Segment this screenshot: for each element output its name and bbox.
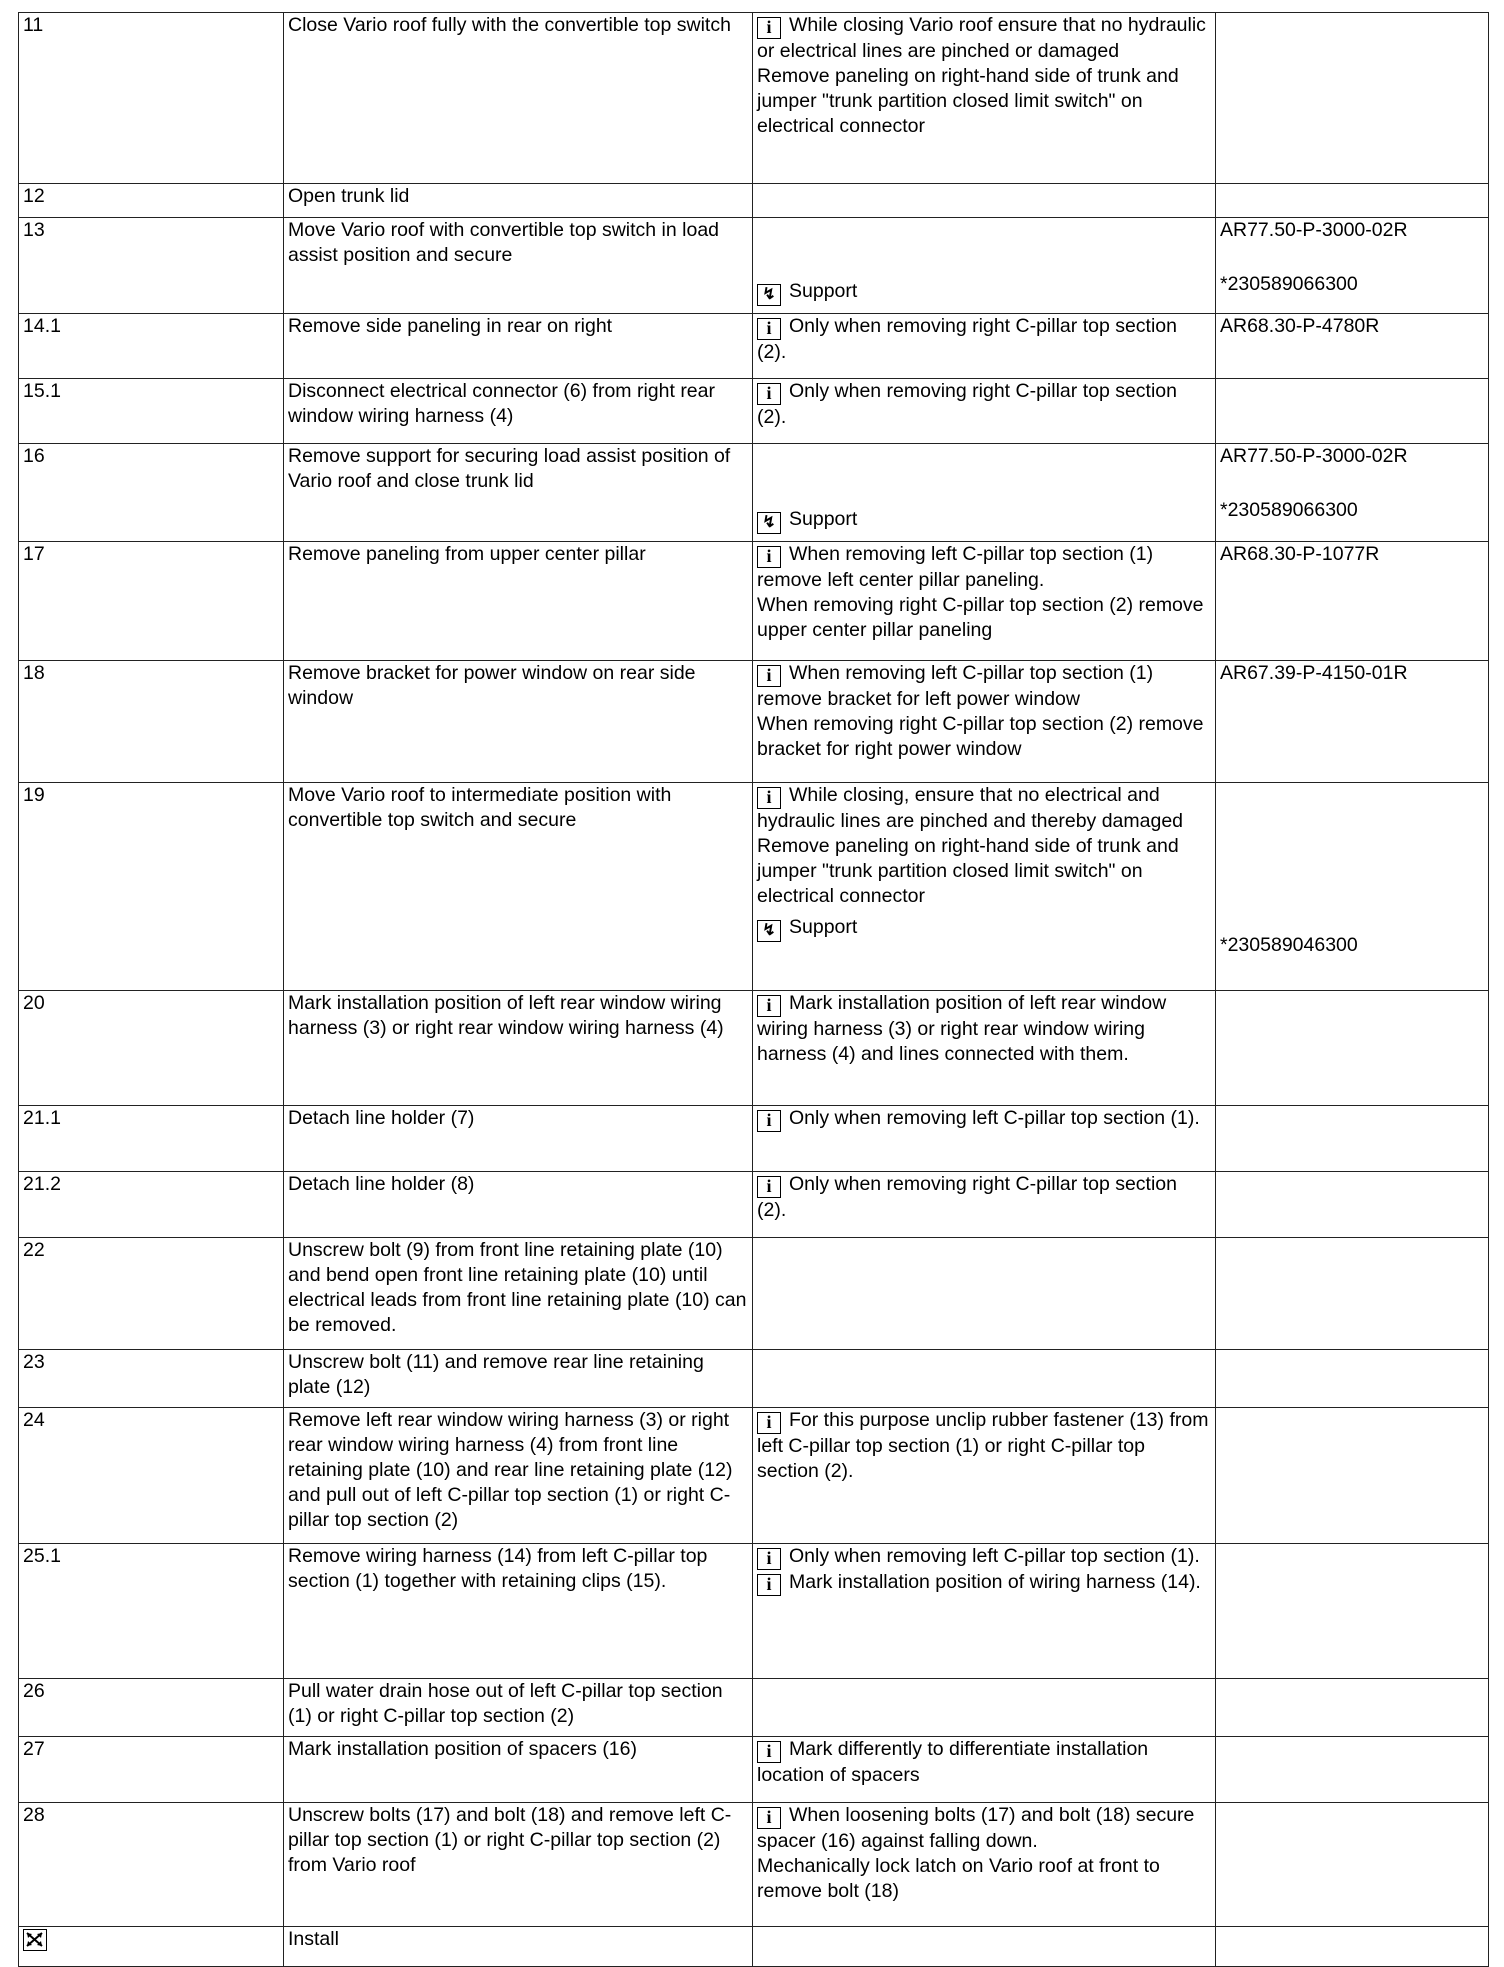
- step-number: 19: [19, 783, 284, 991]
- reference-cell: AR77.50-P-3000-02R *230589066300: [1216, 444, 1489, 542]
- reference-cell: [1216, 379, 1489, 444]
- reference-cell: AR67.39-P-4150-01R: [1216, 661, 1489, 783]
- info-icon: i: [757, 318, 781, 340]
- step-number: 28: [19, 1803, 284, 1927]
- install-icon-graphic: [24, 1930, 45, 1949]
- table-row: [19, 218, 1489, 314]
- reference-cell: AR68.30-P-4780R: [1216, 314, 1489, 379]
- table-row: [19, 1803, 1489, 1927]
- reference-cell: AR77.50-P-3000-02R *230589066300: [1216, 218, 1489, 314]
- note-cell: ↯ Support: [753, 444, 1216, 542]
- note-cell: i Only when removing right C-pillar top section (2).: [753, 379, 1216, 444]
- reference-cell: [1216, 1408, 1489, 1544]
- note-cell: [753, 1927, 1216, 1967]
- table-row: [19, 542, 1489, 661]
- work-step: Close Vario roof fully with the convertible top switch: [284, 13, 753, 184]
- reference-cell: AR68.30-P-1077R: [1216, 542, 1489, 661]
- note-cell: i Mark installation position of left rear window wiring harness (3) or right rear window wiring harness (4) and lines connected with them.: [753, 991, 1216, 1106]
- step-number: 27: [19, 1737, 284, 1803]
- note-cell: i While closing Vario roof ensure that no hydraulic or electrical lines are pinched or damaged Remove paneling on right-hand side of trunk and jumper "trunk partition closed limit switch" on electrical connector: [753, 13, 1216, 184]
- work-step: Open trunk lid: [284, 184, 753, 218]
- table-row: [19, 379, 1489, 444]
- reference-cell: [1216, 1737, 1489, 1803]
- table-row: [19, 1238, 1489, 1350]
- note-cell: i Only when removing left C-pillar top section (1).: [753, 1106, 1216, 1172]
- note-cell: [753, 1238, 1216, 1350]
- info-icon: i: [757, 546, 781, 568]
- step-number: 24: [19, 1408, 284, 1544]
- info-icon: i: [757, 1574, 781, 1596]
- reference-cell: [1216, 1238, 1489, 1350]
- info-icon: i: [757, 1807, 781, 1829]
- tool-number: *230589066300: [1220, 273, 1358, 295]
- step-number: 20: [19, 991, 284, 1106]
- work-step: Remove bracket for power window on rear side window: [284, 661, 753, 783]
- reference-cell: [1216, 1172, 1489, 1238]
- step-number: 22: [19, 1238, 284, 1350]
- work-step: Remove side paneling in rear on right: [284, 314, 753, 379]
- table-row: [19, 991, 1489, 1106]
- procedure-table: [18, 12, 1489, 1967]
- work-step: Mark installation position of spacers (16): [284, 1737, 753, 1803]
- table-row: [19, 1408, 1489, 1544]
- step-number: 14.1: [19, 314, 284, 379]
- work-step: Move Vario roof with convertible top switch in load assist position and secure: [284, 218, 753, 314]
- work-step: Unscrew bolt (9) from front line retaining plate (10) and bend open front line retaining plate (10) until electrical leads from front line retaining plate (10) can be removed.: [284, 1238, 753, 1350]
- work-step: Install: [284, 1927, 753, 1967]
- work-step: Remove support for securing load assist position of Vario roof and close trunk lid: [284, 444, 753, 542]
- step-number: 15.1: [19, 379, 284, 444]
- tool-number: *230589066300: [1220, 499, 1358, 521]
- info-icon: i: [757, 1110, 781, 1132]
- wrench-tool-icon: ↯: [757, 284, 781, 306]
- table-row: [19, 444, 1489, 542]
- work-step: Disconnect electrical connector (6) from right rear window wiring harness (4): [284, 379, 753, 444]
- table-row: [19, 184, 1489, 218]
- reference-cell: [1216, 1803, 1489, 1927]
- work-step: Move Vario roof to intermediate position with convertible top switch and secure: [284, 783, 753, 991]
- note-cell: i When loosening bolts (17) and bolt (18) secure spacer (16) against falling down. Mechanically lock latch on Vario roof at front to remove bolt (18): [753, 1803, 1216, 1927]
- step-number: 23: [19, 1350, 284, 1408]
- work-step: Pull water drain hose out of left C-pillar top section (1) or right C-pillar top section (2): [284, 1679, 753, 1737]
- tool-number: *230589046300: [1220, 934, 1358, 956]
- wrench-tool-icon: ↯: [757, 512, 781, 534]
- note-cell: i Only when removing right C-pillar top section (2).: [753, 1172, 1216, 1238]
- info-icon: i: [757, 995, 781, 1017]
- reference-cell: [1216, 1679, 1489, 1737]
- info-icon: i: [757, 787, 781, 809]
- step-number: 11: [19, 13, 284, 184]
- step-number: 13: [19, 218, 284, 314]
- reference-cell: [1216, 783, 1489, 991]
- table-row: [19, 1106, 1489, 1172]
- info-icon: i: [757, 1741, 781, 1763]
- note-cell: i While closing, ensure that no electrical and hydraulic lines are pinched and thereby damaged Remove paneling on right-hand side of trunk and jumper "trunk partition closed limit switch" on electrical connector ↯ Support: [753, 783, 1216, 991]
- install-icon: [23, 1929, 47, 1951]
- reference-cell: [1216, 1106, 1489, 1172]
- reference-cell: [1216, 1350, 1489, 1408]
- table-row: [19, 13, 1489, 184]
- info-icon: i: [757, 1412, 781, 1434]
- info-icon: i: [757, 383, 781, 405]
- step-number: 16: [19, 444, 284, 542]
- work-step: Remove paneling from upper center pillar: [284, 542, 753, 661]
- info-icon: i: [757, 17, 781, 39]
- work-step: Unscrew bolt (11) and remove rear line retaining plate (12): [284, 1350, 753, 1408]
- note-cell: i For this purpose unclip rubber fastener (13) from left C-pillar top section (1) or right C-pillar top section (2).: [753, 1408, 1216, 1544]
- table-row: [19, 314, 1489, 379]
- reference-cell: [1216, 1544, 1489, 1679]
- reference-cell: [1216, 13, 1489, 184]
- info-icon: i: [757, 1548, 781, 1570]
- note-cell: [753, 184, 1216, 218]
- work-step: Detach line holder (8): [284, 1172, 753, 1238]
- step-number: 21.2: [19, 1172, 284, 1238]
- table-row: [19, 661, 1489, 783]
- note-cell: i Only when removing left C-pillar top section (1). i Mark installation position of wiring harness (14).: [753, 1544, 1216, 1679]
- table-row: [19, 783, 1489, 991]
- note-cell: i When removing left C-pillar top section (1) remove bracket for left power window When removing right C-pillar top section (2) remove bracket for right power window: [753, 661, 1216, 783]
- work-step: Remove left rear window wiring harness (3) or right rear window wiring harness (4) from front line retaining plate (10) and rear line retaining plate (12) and pull out of left C-pillar top section (1) or right C-pillar top section (2): [284, 1408, 753, 1544]
- step-number: 12: [19, 184, 284, 218]
- note-cell: i Only when removing right C-pillar top section (2).: [753, 314, 1216, 379]
- step-number: [19, 1927, 284, 1967]
- table-row: [19, 1737, 1489, 1803]
- work-step: Mark installation position of left rear window wiring harness (3) or right rear window wiring harness (4): [284, 991, 753, 1106]
- info-icon: i: [757, 1176, 781, 1198]
- step-number: 26: [19, 1679, 284, 1737]
- work-step: Detach line holder (7): [284, 1106, 753, 1172]
- reference-cell: [1216, 1927, 1489, 1967]
- reference-cell: [1216, 991, 1489, 1106]
- note-cell: i When removing left C-pillar top section (1) remove left center pillar paneling. When removing right C-pillar top section (2) remove upper center pillar paneling: [753, 542, 1216, 661]
- table-row: [19, 1679, 1489, 1737]
- step-number: 25.1: [19, 1544, 284, 1679]
- reference-cell: [1216, 184, 1489, 218]
- step-number: 17: [19, 542, 284, 661]
- info-icon: i: [757, 665, 781, 687]
- note-cell: i Mark differently to differentiate installation location of spacers: [753, 1737, 1216, 1803]
- wrench-tool-icon: ↯: [757, 920, 781, 942]
- table-row: [19, 1172, 1489, 1238]
- note-cell: ↯ Support: [753, 218, 1216, 314]
- table-row: [19, 1544, 1489, 1679]
- step-number: 18: [19, 661, 284, 783]
- table-row: [19, 1927, 1489, 1967]
- work-step: Remove wiring harness (14) from left C-pillar top section (1) together with retaining clips (15).: [284, 1544, 753, 1679]
- note-cell: [753, 1350, 1216, 1408]
- step-number: 21.1: [19, 1106, 284, 1172]
- work-step: Unscrew bolts (17) and bolt (18) and remove left C-pillar top section (1) or right C-pillar top section (2) from Vario roof: [284, 1803, 753, 1927]
- table-row: [19, 1350, 1489, 1408]
- note-cell: [753, 1679, 1216, 1737]
